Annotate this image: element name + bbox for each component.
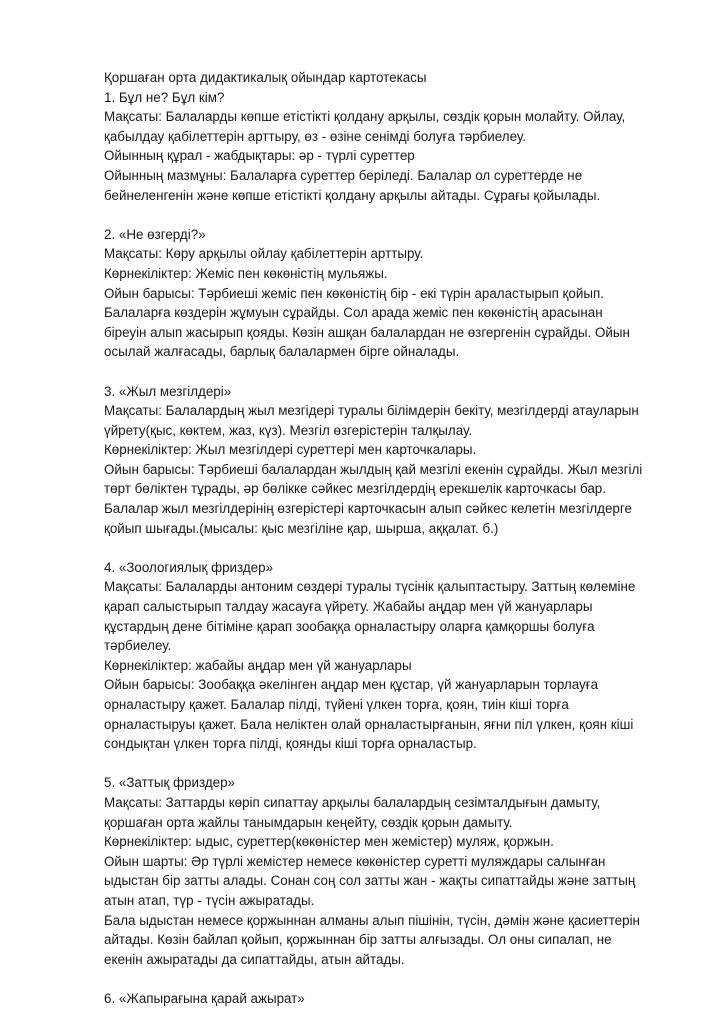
paragraph-line: Ойын барысы: Тәрбиеші балалардан жылдың қай мезгілі екенін сұрайды. Жыл мезгілі: [104, 461, 643, 477]
paragraph-line: айтады. Көзін байлап қойып, қоржыннан бір затты алғызады. Ол оны сипалап, не: [104, 932, 612, 948]
paragraph-line: Бала ыдыстан немесе қоржыннан алманы алып пішінін, түсін, дәмін және қасиеттерін: [104, 912, 640, 928]
paragraph-line: Мақсаты: Балаларды антоним сөздері туралы түсінік қалыптастыру. Заттың көлеміне: [104, 579, 636, 595]
paragraph-line: Ойын барысы: Тәрбиеші жеміс пен көкөністің бір - екі түрін араластырып қойып.: [104, 285, 604, 301]
blank-line: [104, 205, 676, 225]
paragraph-line: Мақсаты: Заттарды көріп сипаттау арқылы балалардың сезімталдығын дамыту,: [104, 794, 601, 810]
paragraph-line: бейнеленгенін және көпше етістікті қолдану арқылы айтады. Сұрағы қойылады.: [104, 187, 601, 203]
paragraph-line: төрт бөліктен тұрады, әр бөлікке сәйкес мезгілдердің ерекшелік карточкасы бар.: [104, 481, 606, 497]
game-5-heading: 5. «Заттық фриздер»: [104, 775, 235, 791]
game-3-heading: 3. «Жыл мезгілдері»: [104, 383, 232, 399]
paragraph-line: Көрнекіліктер: Жыл мезгілдері суреттері мен карточкалары.: [104, 442, 477, 458]
game-section-2: [104, 225, 676, 362]
paragraph-line: Мақсаты: Балаларды көпше етістікті қолдану арқылы, сөздік қорын молайту. Ойлау,: [104, 109, 626, 125]
paragraph-line: Көрнекіліктер: Жеміс пен көкөністің мульяжы.: [104, 265, 388, 281]
paragraph-line: үйрету(қыс, көктем, жаз, күз). Мезгіл өзгерістерін талқылау.: [104, 422, 473, 438]
paragraph-line: Балаларға көздерін жұмуын сұрайды. Сол арада жеміс пен көкөністің арасынан: [104, 305, 603, 321]
paragraph-line: Көрнекіліктер: жабайы аңдар мен үй жануарлары: [104, 657, 412, 673]
game-section-3: [104, 382, 676, 539]
blank-line: [104, 538, 676, 558]
paragraph-line: Балалар жыл мезгілдерінің өзгерістері карточкасын алып сәйкес келетін мезгілдерге: [104, 501, 632, 517]
blank-line: [104, 362, 676, 382]
paragraph-line: осылай жалғасады, барлық балалармен бірге ойналады.: [104, 344, 460, 360]
paragraph-line: біреуін алып жасырып қояды. Көзін ашқан балалардан не өзгергенін сұрайды. Ойын: [104, 324, 630, 340]
game-4-heading: 4. «Зоологиялық фриздер»: [104, 559, 274, 575]
document-title: Қоршаған орта дидактикалық ойындар картотекасы: [104, 70, 427, 85]
paragraph-line: құстардың дене бітіміне қарап зообаққа орналастыру оларға қамқоршы болуға: [104, 618, 595, 634]
paragraph-line: атын атап, түр - түсін ажыратады.: [104, 892, 315, 908]
blank-line: [104, 754, 676, 774]
paragraph-line: Мақсаты: Көру арқылы ойлау қабілеттерін арттыру.: [104, 246, 424, 262]
paragraph-line: екенін ажыратады да сипаттайды, атын айтады.: [104, 951, 405, 967]
paragraph-line: Ойынның мазмұны: Балаларға суреттер беріледі. Балалар ол суреттерде не: [104, 167, 583, 183]
game-2-heading: 2. «Не өзгерді?»: [104, 226, 206, 242]
paragraph-line: сондықтан үлкен торға пілді, қоянды кіші торға орналастыр.: [104, 736, 477, 752]
paragraph-line: қарап салыстырып талдау жасауға үйрету. Жабайы аңдар мен үй жануарлары: [104, 599, 593, 615]
paragraph-line: қойып шығады.(мысалы: қыс мезгіліне қар, шырша, аққалат. б.): [104, 520, 499, 536]
paragraph-line: тәрбиелеу.: [104, 638, 172, 654]
paragraph-line: Ойын шарты: Әр түрлі жемістер немесе көкөністер суретті муляждары салынған: [104, 853, 606, 869]
paragraph-line: орналастыруы қажет. Бала неліктен олай орналастырғанын, яғни піл үлкен, қоян кіші: [104, 716, 634, 732]
game-section-4: [104, 558, 676, 754]
game-6-heading: 6. «Жапырағына қарай ажырат»: [104, 990, 305, 1006]
paragraph-line: Көрнекіліктер: ыдыс, суреттер(көкөністер мен жемістер) муляж, қоржын.: [104, 834, 554, 850]
paragraph-line: орналастыру қажет. Балалар пілді, түйені үлкен торға, қоян, тиін кіші торға: [104, 697, 569, 712]
paragraph-line: Мақсаты: Балалардың жыл мезгідері туралы білімдерін бекіту, мезгілдерді атауларын: [104, 403, 639, 419]
document-page: [104, 68, 676, 1009]
blank-line: [104, 969, 676, 989]
game-1-heading: 1. Бұл не? Бұл кім?: [104, 89, 225, 105]
paragraph-line: ыдыстан бір затты алады. Сонан соң сол затты жан - жақты сипаттайды және заттың: [104, 873, 636, 889]
paragraph-line: қоршаған орта жайлы танымдарын кеңейту, сөздік қорын дамыту.: [104, 814, 513, 830]
game-section-1: [104, 88, 676, 206]
game-section-5: [104, 773, 676, 969]
paragraph-line: Ойын барысы: Зообаққа әкелінген аңдар мен құстар, үй жануарларын торлауға: [104, 677, 599, 693]
paragraph-line: Ойынның құрал - жабдықтары: әр - түрлі суреттер: [104, 148, 415, 164]
paragraph-line: қабылдау қабілеттерін арттыру, өз - өзіне сенімді болуға тәрбиелеу.: [104, 128, 526, 144]
game-section-6: [104, 989, 676, 1009]
